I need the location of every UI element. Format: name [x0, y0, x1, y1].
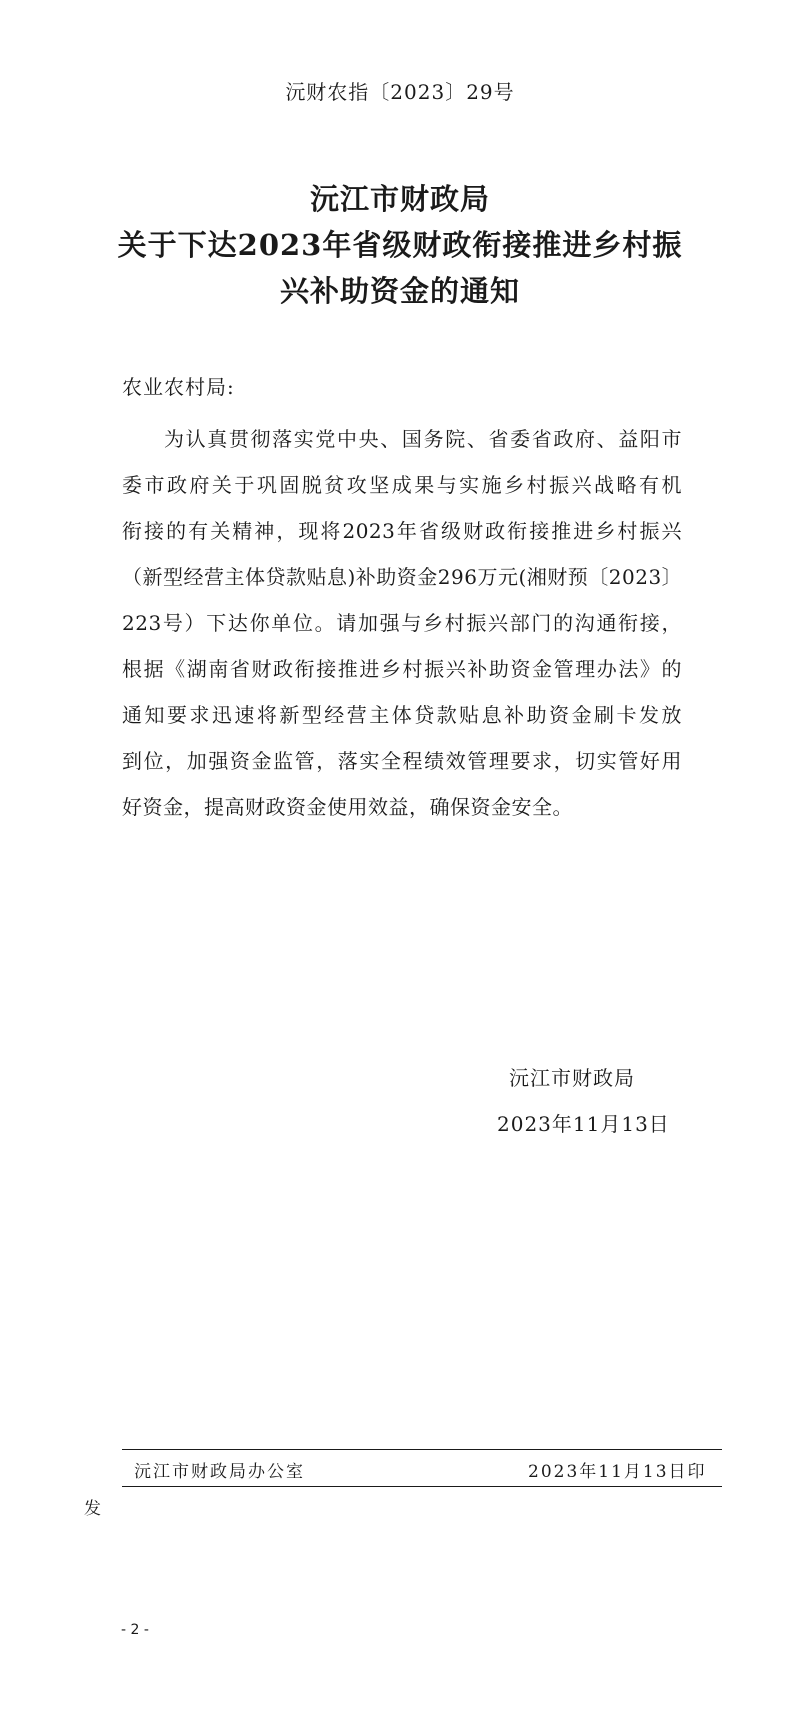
salutation: 农业农村局: [122, 375, 235, 399]
body-line: （新型经营主体贷款贴息)补助资金296万元(湘财预〔2023〕 [122, 565, 683, 589]
page-number: - 2 - [121, 1622, 149, 1638]
document-title [100, 176, 700, 314]
body-line: 根据《湖南省财政衔接推进乡村振兴补助资金管理办法》的 [122, 657, 682, 681]
body-line: 为认真贯彻落实党中央、国务院、省委省政府、益阳市 [164, 427, 682, 451]
body-line: 衔接的有关精神，现将2023年省级财政衔接推进乡村振兴 [122, 519, 682, 543]
body-line: 委市政府关于巩固脱贫攻坚成果与实施乡村振兴战略有机 [122, 473, 682, 497]
footer-top-rule [122, 1449, 722, 1450]
footer-bottom-rule [122, 1486, 722, 1487]
document-number: 沅财农指〔2023〕29号 [285, 80, 515, 104]
body-line: 好资金，提高财政资金使用效益，确保资金安全。 [122, 795, 573, 819]
signature-org: 沅江市财政局 [509, 1066, 635, 1090]
footer-print-date: 2023年11月13日印 [528, 1462, 707, 1482]
footer-office: 沅江市财政局办公室 [134, 1462, 305, 1482]
body-line: 通知要求迅速将新型经营主体贷款贴息补助资金刷卡发放 [122, 703, 682, 727]
title-line-1: 沅江市财政局 [309, 182, 490, 216]
body-line: 到位，加强资金监管，落实全程绩效管理要求，切实管好用 [122, 749, 682, 773]
body-line: 223号）下达你单位。请加强与乡村振兴部门的沟通衔接， [122, 611, 682, 635]
footer-issued: 发 [84, 1499, 101, 1519]
signature-date: 2023年11月13日 [497, 1112, 670, 1136]
title-line-3: 兴补助资金的通知 [279, 274, 520, 308]
title-line-2: 关于下达2023年省级财政衔接推进乡村振 [117, 228, 683, 262]
